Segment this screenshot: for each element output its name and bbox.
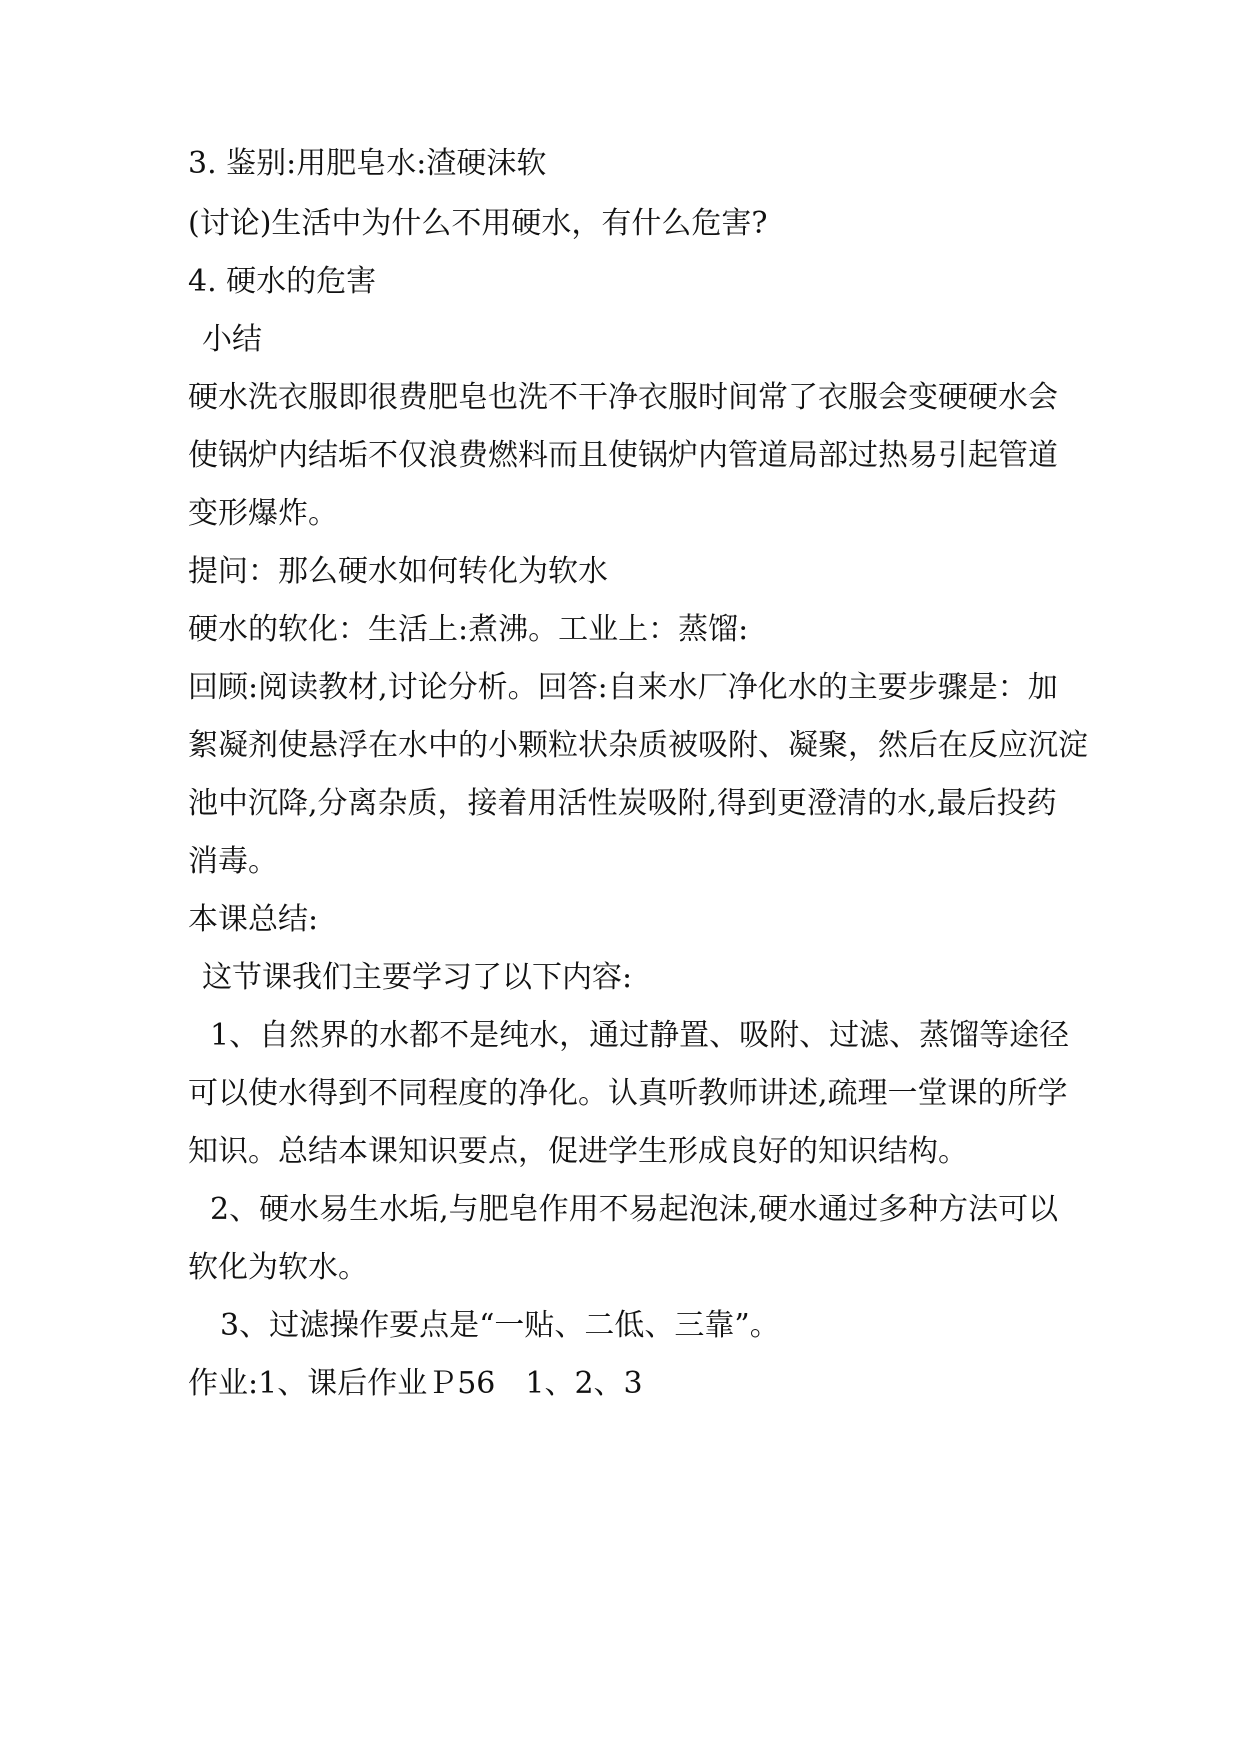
text-line-review-d: 消毒。 — [188, 844, 278, 879]
text-line-point-2a: 2、硬水易生水垢,与肥皂作用不易起泡沫,硬水通过多种方法可以 — [210, 1192, 1059, 1227]
text-line-lesson-intro: 这节课我们主要学习了以下内容: — [202, 960, 633, 995]
text-line-point-3: 3、过滤操作要点是“一贴、二低、三靠”。 — [220, 1308, 780, 1343]
text-line-paragraph-1c: 变形爆炸。 — [188, 496, 338, 531]
text-line-identify: 3. 鉴别:用肥皂水:渣硬沫软 — [188, 146, 547, 181]
text-line-review-b: 絮凝剂使悬浮在水中的小颗粒状杂质被吸附、凝聚，然后在反应沉淀 — [188, 728, 1088, 763]
text-line-review-c: 池中沉降,分离杂质，接着用活性炭吸附,得到更澄清的水,最后投药 — [188, 786, 1057, 821]
text-line-softening: 硬水的软化：生活上:煮沸。工业上：蒸馏: — [188, 612, 749, 647]
text-line-point-1b: 可以使水得到不同程度的净化。认真听教师讲述,疏理一堂课的所学 — [188, 1076, 1068, 1111]
text-line-summary-heading: 小结 — [202, 322, 262, 357]
text-line-review-a: 回顾:阅读教材,讨论分析。回答:自来水厂净化水的主要步骤是：加 — [188, 670, 1058, 705]
text-line-hard-water-harm-heading: 4. 硬水的危害 — [188, 264, 377, 299]
text-line-point-2b: 软化为软水。 — [188, 1250, 368, 1285]
text-line-point-1c: 知识。总结本课知识要点，促进学生形成良好的知识结构。 — [188, 1134, 968, 1169]
text-line-lesson-summary-heading: 本课总结: — [188, 902, 319, 937]
text-line-question: 提问：那么硬水如何转化为软水 — [188, 554, 608, 589]
text-line-paragraph-1a: 硬水洗衣服即很费肥皂也洗不干净衣服时间常了衣服会变硬硬水会 — [188, 380, 1058, 415]
text-line-point-1a: 1、自然界的水都不是纯水，通过静置、吸附、过滤、蒸馏等途径 — [210, 1018, 1070, 1053]
text-line-paragraph-1b: 使锅炉内结垢不仅浪费燃料而且使锅炉内管道局部过热易引起管道 — [188, 438, 1058, 473]
text-line-discussion: (讨论)生活中为什么不用硬水，有什么危害? — [188, 206, 768, 241]
text-line-homework: 作业:1、课后作业Ｐ56 1、2、3 — [188, 1366, 643, 1401]
